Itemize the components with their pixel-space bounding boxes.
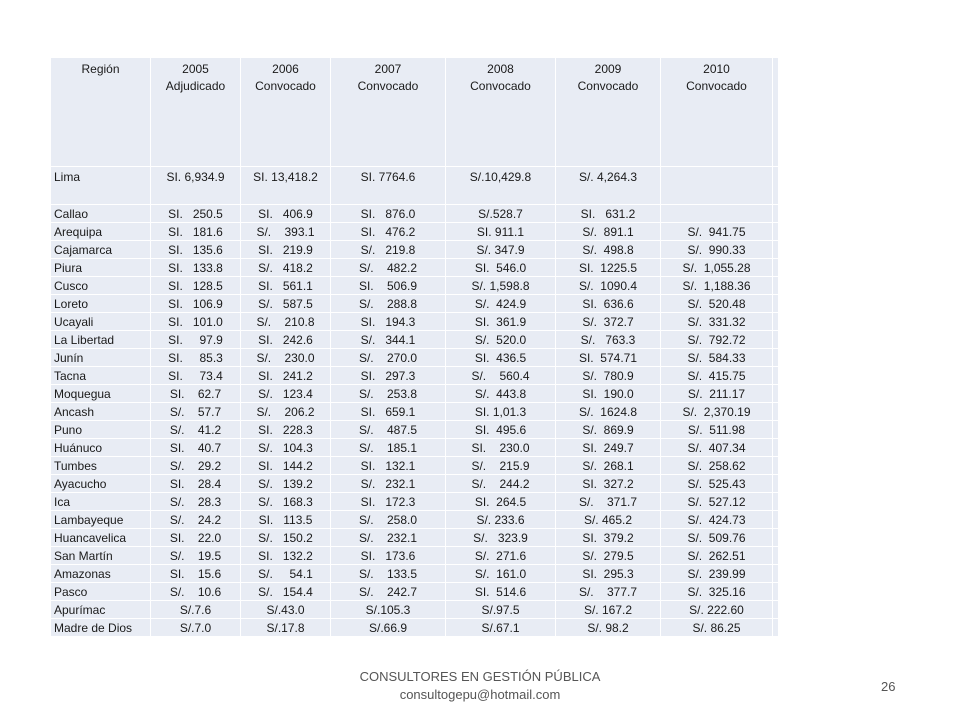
value-cell: S/.7.0 [151, 619, 241, 637]
value-cell: SI. 13,418.2 [241, 167, 331, 205]
value-cell: S/. 1,598.8 [446, 277, 556, 295]
value-cell: SI. 73.4 [151, 367, 241, 385]
value-cell [661, 205, 773, 223]
footer-company: CONSULTORES EN GESTIÓN PÚBLICA [359, 669, 601, 684]
region-cell: Lambayeque [51, 511, 151, 529]
value-cell: S/. 98.2 [556, 619, 661, 637]
value-cell: S/. 587.5 [241, 295, 331, 313]
value-cell: S/. 331.32 [661, 313, 773, 331]
value-cell: S/. 10.6 [151, 583, 241, 601]
table-row [51, 205, 779, 223]
value-cell: SI. 219.9 [241, 241, 331, 259]
value-cell: SI. 6,934.9 [151, 167, 241, 205]
value-cell: SI. 911.1 [446, 223, 556, 241]
value-cell: S/. 560.4 [446, 367, 556, 385]
value-cell: S/. 377.7 [556, 583, 661, 601]
value-cell: SI. 22.0 [151, 529, 241, 547]
table-row [51, 619, 779, 637]
table-row [51, 367, 779, 385]
value-cell [773, 205, 779, 223]
value-cell: S/. 210.8 [241, 313, 331, 331]
value-cell [773, 241, 779, 259]
header-region: Región [51, 58, 151, 167]
value-cell: S/. 393.1 [241, 223, 331, 241]
value-cell: S/. 242.7 [331, 583, 446, 601]
value-cell: S/. 161.0 [446, 565, 556, 583]
header-2009: 2009 Convocado [556, 58, 661, 167]
region-cell: Apurímac [51, 601, 151, 619]
value-cell: S/. 123.4 [241, 385, 331, 403]
value-cell [773, 385, 779, 403]
value-cell: S/. 869.9 [556, 421, 661, 439]
value-cell [773, 565, 779, 583]
value-cell: S/. 150.2 [241, 529, 331, 547]
table-row [51, 493, 779, 511]
value-cell: SI. 631.2 [556, 205, 661, 223]
region-cell: Ayacucho [51, 475, 151, 493]
value-cell [773, 583, 779, 601]
region-cell: Tumbes [51, 457, 151, 475]
value-cell: SI. 242.6 [241, 331, 331, 349]
value-cell: S/. 233.6 [446, 511, 556, 529]
value-cell: SI. 241.2 [241, 367, 331, 385]
value-cell: SI. 106.9 [151, 295, 241, 313]
value-cell: SI. 514.6 [446, 583, 556, 601]
footer-email: consultogepu@hotmail.com [399, 687, 561, 702]
value-cell: S/. 279.5 [556, 547, 661, 565]
value-cell: SI. 636.6 [556, 295, 661, 313]
value-cell: SI. 128.5 [151, 277, 241, 295]
value-cell [773, 421, 779, 439]
region-cell: Ancash [51, 403, 151, 421]
value-cell [773, 259, 779, 277]
table-row [51, 259, 779, 277]
value-cell: SI. 561.1 [241, 277, 331, 295]
value-cell: S/.97.5 [446, 601, 556, 619]
value-cell: S/. 206.2 [241, 403, 331, 421]
value-cell: SI. 506.9 [331, 277, 446, 295]
value-cell [773, 167, 779, 205]
value-cell: S/. 990.33 [661, 241, 773, 259]
value-cell: SI. 28.4 [151, 475, 241, 493]
value-cell: S/. 4,264.3 [556, 167, 661, 205]
value-cell: S/. 232.1 [331, 529, 446, 547]
value-cell: S/. 465.2 [556, 511, 661, 529]
value-cell: S/.43.0 [241, 601, 331, 619]
table-row [51, 349, 779, 367]
value-cell: S/. 271.6 [446, 547, 556, 565]
value-cell: S/. 418.2 [241, 259, 331, 277]
value-cell: SI. 190.0 [556, 385, 661, 403]
region-cell: Ucayali [51, 313, 151, 331]
value-cell: SI. 546.0 [446, 259, 556, 277]
value-cell: S/. 41.2 [151, 421, 241, 439]
value-cell: S/.17.8 [241, 619, 331, 637]
value-cell [773, 349, 779, 367]
value-cell: SI. 135.6 [151, 241, 241, 259]
value-cell: S/. 325.16 [661, 583, 773, 601]
table-row [51, 475, 779, 493]
value-cell: S/.528.7 [446, 205, 556, 223]
table-row [51, 295, 779, 313]
value-cell: S/. 219.8 [331, 241, 446, 259]
value-cell: S/. 230.0 [241, 349, 331, 367]
table-row [51, 565, 779, 583]
value-cell: SI. 85.3 [151, 349, 241, 367]
value-cell [773, 493, 779, 511]
value-cell: SI. 327.2 [556, 475, 661, 493]
value-cell: S/. 520.48 [661, 295, 773, 313]
value-cell: S/. 29.2 [151, 457, 241, 475]
value-cell: S/. 424.9 [446, 295, 556, 313]
value-cell: S/. 154.4 [241, 583, 331, 601]
region-cell: Huánuco [51, 439, 151, 457]
value-cell: S/. 168.3 [241, 493, 331, 511]
value-cell: S/. 498.8 [556, 241, 661, 259]
value-cell: S/. 511.98 [661, 421, 773, 439]
value-cell: S/. 487.5 [331, 421, 446, 439]
value-cell: S/. 584.33 [661, 349, 773, 367]
value-cell: SI. 173.6 [331, 547, 446, 565]
region-cell: Cusco [51, 277, 151, 295]
value-cell: S/. 268.1 [556, 457, 661, 475]
value-cell: SI. 194.3 [331, 313, 446, 331]
value-cell [773, 601, 779, 619]
value-cell [773, 331, 779, 349]
value-cell: S/. 372.7 [556, 313, 661, 331]
header-row [51, 58, 779, 167]
table-row [51, 223, 779, 241]
value-cell [773, 277, 779, 295]
value-cell: S/. 185.1 [331, 439, 446, 457]
value-cell: S/.67.1 [446, 619, 556, 637]
value-cell: S/. 86.25 [661, 619, 773, 637]
value-cell: S/. 244.2 [446, 475, 556, 493]
value-cell: SI. 132.2 [241, 547, 331, 565]
value-cell: SI. 144.2 [241, 457, 331, 475]
value-cell: SI. 172.3 [331, 493, 446, 511]
table-row [51, 601, 779, 619]
value-cell [773, 403, 779, 421]
value-cell: SI. 1225.5 [556, 259, 661, 277]
value-cell: SI. 230.0 [446, 439, 556, 457]
value-cell: SI. 132.1 [331, 457, 446, 475]
value-cell: S/. 222.60 [661, 601, 773, 619]
value-cell: S/. 104.3 [241, 439, 331, 457]
value-cell: S/. 527.12 [661, 493, 773, 511]
value-cell: SI. 574.71 [556, 349, 661, 367]
table-body [51, 167, 779, 637]
region-cell: Callao [51, 205, 151, 223]
value-cell: S/. 780.9 [556, 367, 661, 385]
value-cell: S/. 1,188.36 [661, 277, 773, 295]
value-cell: S/. 347.9 [446, 241, 556, 259]
value-cell: SI. 659.1 [331, 403, 446, 421]
value-cell: SI. 406.9 [241, 205, 331, 223]
region-cell: Loreto [51, 295, 151, 313]
value-cell: SI. 436.5 [446, 349, 556, 367]
header-2005: 2005 Adjudicado [151, 58, 241, 167]
value-cell: SI. 62.7 [151, 385, 241, 403]
table-row [51, 385, 779, 403]
header-2010: 2010 Convocado [661, 58, 773, 167]
value-cell: S/. 1090.4 [556, 277, 661, 295]
value-cell [773, 313, 779, 331]
header-empty [773, 58, 779, 167]
value-cell: S/. 167.2 [556, 601, 661, 619]
value-cell: S/. 270.0 [331, 349, 446, 367]
table-row [51, 439, 779, 457]
value-cell: S/. 1624.8 [556, 403, 661, 421]
region-cell: Arequipa [51, 223, 151, 241]
table-row [51, 167, 779, 205]
value-cell: S/. 443.8 [446, 385, 556, 403]
value-cell: S/. 28.3 [151, 493, 241, 511]
value-cell: S/. 57.7 [151, 403, 241, 421]
value-cell [773, 457, 779, 475]
value-cell: SI. 1,01.3 [446, 403, 556, 421]
region-cell: Piura [51, 259, 151, 277]
value-cell: SI. 133.8 [151, 259, 241, 277]
value-cell: S/. 262.51 [661, 547, 773, 565]
value-cell: SI. 876.0 [331, 205, 446, 223]
value-cell: SI. 181.6 [151, 223, 241, 241]
value-cell: SI. 495.6 [446, 421, 556, 439]
value-cell: S/. 344.1 [331, 331, 446, 349]
value-cell: SI. 40.7 [151, 439, 241, 457]
value-cell: SI. 7764.6 [331, 167, 446, 205]
region-cell: Amazonas [51, 565, 151, 583]
value-cell: S/. 407.34 [661, 439, 773, 457]
table-row [51, 583, 779, 601]
table-row [51, 511, 779, 529]
value-cell [773, 619, 779, 637]
value-cell: S/. 891.1 [556, 223, 661, 241]
value-cell: S/. 19.5 [151, 547, 241, 565]
value-cell: SI. 379.2 [556, 529, 661, 547]
value-cell: SI. 101.0 [151, 313, 241, 331]
value-cell [773, 547, 779, 565]
value-cell: S/. 253.8 [331, 385, 446, 403]
value-cell: SI. 15.6 [151, 565, 241, 583]
value-cell: SI. 97.9 [151, 331, 241, 349]
region-cell: San Martín [51, 547, 151, 565]
value-cell: SI. 295.3 [556, 565, 661, 583]
value-cell [773, 511, 779, 529]
region-cell: Cajamarca [51, 241, 151, 259]
value-cell: S/. 415.75 [661, 367, 773, 385]
value-cell: S/. 288.8 [331, 295, 446, 313]
value-cell [773, 295, 779, 313]
value-cell: S/. 424.73 [661, 511, 773, 529]
value-cell [773, 529, 779, 547]
value-cell: SI. 249.7 [556, 439, 661, 457]
region-cell: Tacna [51, 367, 151, 385]
region-cell: Huancavelica [51, 529, 151, 547]
budget-table [50, 57, 779, 637]
value-cell: S/. 258.0 [331, 511, 446, 529]
table-row [51, 403, 779, 421]
value-cell: S/. 133.5 [331, 565, 446, 583]
header-2008: 2008 Convocado [446, 58, 556, 167]
value-cell: S/. 2,370.19 [661, 403, 773, 421]
value-cell: SI. 228.3 [241, 421, 331, 439]
table-row [51, 313, 779, 331]
value-cell [661, 167, 773, 205]
value-cell: S/. 239.99 [661, 565, 773, 583]
table-row [51, 529, 779, 547]
value-cell: S/. 941.75 [661, 223, 773, 241]
value-cell: SI. 250.5 [151, 205, 241, 223]
value-cell: S/. 258.62 [661, 457, 773, 475]
value-cell: S/. 215.9 [446, 457, 556, 475]
region-cell: Madre de Dios [51, 619, 151, 637]
value-cell: SI. 264.5 [446, 493, 556, 511]
header-2006: 2006 Convocado [241, 58, 331, 167]
value-cell: SI. 476.2 [331, 223, 446, 241]
value-cell: S/. 323.9 [446, 529, 556, 547]
table-row [51, 241, 779, 259]
region-cell: La Libertad [51, 331, 151, 349]
value-cell: S/.105.3 [331, 601, 446, 619]
value-cell: S/. 763.3 [556, 331, 661, 349]
value-cell: S/. 211.17 [661, 385, 773, 403]
region-cell: Lima [51, 167, 151, 205]
value-cell: S/. 54.1 [241, 565, 331, 583]
value-cell [773, 439, 779, 457]
value-cell: S/. 482.2 [331, 259, 446, 277]
table-row [51, 331, 779, 349]
value-cell [773, 475, 779, 493]
value-cell: SI. 361.9 [446, 313, 556, 331]
table-row [51, 457, 779, 475]
region-cell: Pasco [51, 583, 151, 601]
region-cell: Puno [51, 421, 151, 439]
value-cell: S/. 792.72 [661, 331, 773, 349]
value-cell [773, 223, 779, 241]
page-number: 26 [881, 679, 896, 694]
value-cell: S/.7.6 [151, 601, 241, 619]
value-cell: S/. 525.43 [661, 475, 773, 493]
region-cell: Moquegua [51, 385, 151, 403]
value-cell: S/. 1,055.28 [661, 259, 773, 277]
value-cell: SI. 297.3 [331, 367, 446, 385]
table-row [51, 547, 779, 565]
value-cell: S/.10,429.8 [446, 167, 556, 205]
value-cell: S/. 371.7 [556, 493, 661, 511]
value-cell: S/. 232.1 [331, 475, 446, 493]
table-row [51, 421, 779, 439]
table-row [51, 277, 779, 295]
region-cell: Junín [51, 349, 151, 367]
value-cell: S/. 139.2 [241, 475, 331, 493]
value-cell: S/.66.9 [331, 619, 446, 637]
header-2007: 2007 Convocado [331, 58, 446, 167]
value-cell: SI. 113.5 [241, 511, 331, 529]
value-cell: S/. 509.76 [661, 529, 773, 547]
value-cell: S/. 520.0 [446, 331, 556, 349]
value-cell [773, 367, 779, 385]
value-cell: S/. 24.2 [151, 511, 241, 529]
region-cell: Ica [51, 493, 151, 511]
